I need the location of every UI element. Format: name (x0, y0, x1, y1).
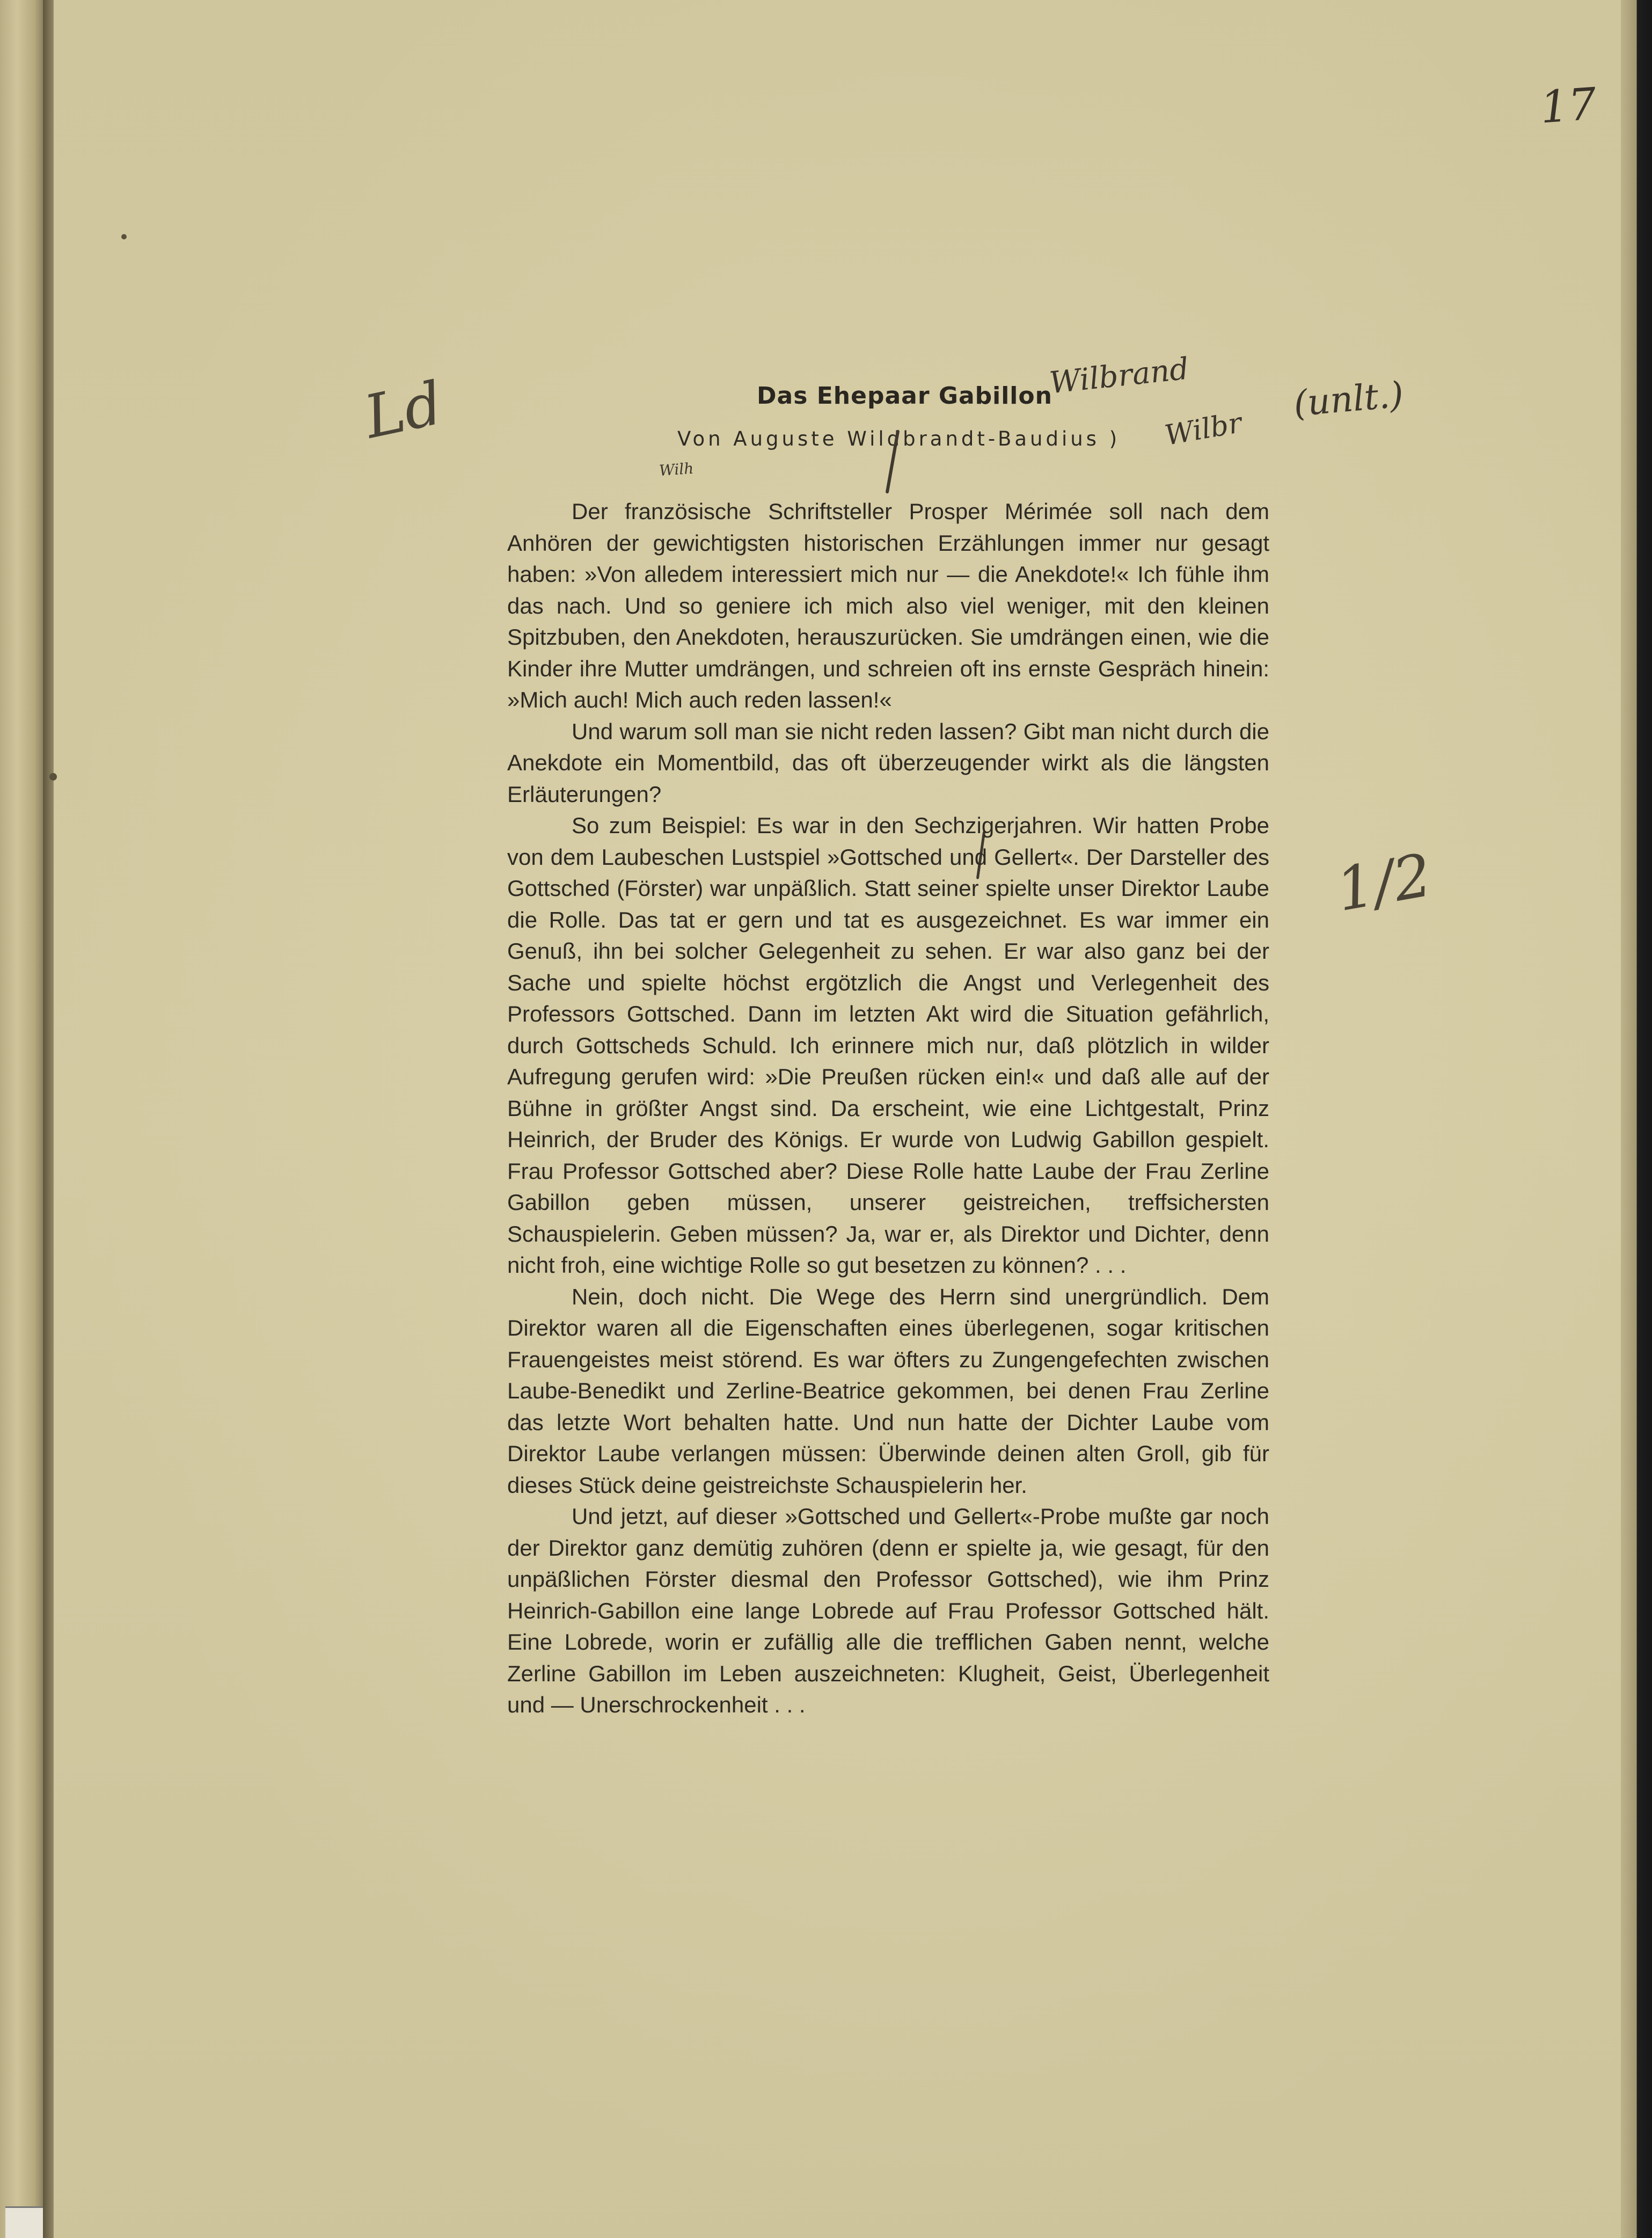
handwritten-title-note: Wilbrand (1048, 351, 1190, 401)
article-body (507, 496, 1269, 1721)
paragraph: Und jetzt, auf dieser »Gottsched und Gellert«-Probe mußte gar noch der Direktor ganz demütig zuhören (denn er spielte ja, wie gesagt, für den unpäßlichen Förster diesmal den Professor Gottsched), wie ihm Prinz Heinrich-Gabillon eine lange Lobrede auf Frau Professor Gottsched hält. Eine Lobrede, worin er zufällig alle die trefflichen Gaben nennt, welche Zerline Gabillon im Leben auszeichneten: Klugheit, Geist, Überlegenheit und — Unerschrockenheit . . . (507, 1504, 1269, 1717)
handwritten-margin-note-right: 1/2 (1331, 840, 1437, 925)
paper-speck (121, 234, 127, 239)
handwritten-margin-note-left: Ld (359, 368, 449, 452)
article-title: Das Ehepaar Gabillon (757, 382, 1052, 410)
article-byline: Von Auguste Wildbrandt-Baudius ) (677, 427, 1121, 450)
corner-label (5, 2206, 43, 2238)
handwritten-small-note: Wilh (658, 459, 695, 480)
handwritten-byline-note: Wilbr (1162, 406, 1245, 453)
binding-edge (0, 0, 43, 2238)
paragraph: So zum Beispiel: Es war in den Sechzigerjahren. Wir hatten Probe von dem Laubeschen Lustspiel »Gottsched und Gellert«. Der Darsteller des Gottsched (Förster) war unpäßlich. Statt seiner spielte unser Direktor Laube die Rolle. Das tat er gern und tat es ausgezeichnet. Es war immer ein Genuß, ihn bei solcher Gelegenheit zu sehen. Er war also ganz bei der Sache und spielte höchst ergötzlich die Angst und Verlegenheit des Professors Gottsched. Dann im letzten Akt wird die Situation gefährlich, durch Gottscheds Schuld. Ich erinnere mich nur, daß plötzlich in wilder Aufregung gerufen wird: »Die Preußen rücken ein!« und daß alle auf der Bühne in größter Angst sind. Da erscheint, wie eine Lichtgestalt, Prinz Heinrich, der Bruder des Königs. Er wurde von Ludwig Gabillon gespielt. Frau Professor Gottsched aber? Diese Rolle hatte Laube der Frau Zerline Gabillon geben müssen, unserer geistreichen, treffsichersten Schauspielerin. Geben müssen? Ja, war er, als Direktor und Dichter, denn nicht froh, eine wichtige Rolle so gut besetzen zu können? . . . (507, 813, 1269, 1278)
paragraph: Und warum soll man sie nicht reden lassen? Gibt man nicht durch die Anekdote ein Momentbild, das oft überzeugender wirkt als die längsten Erläuterungen? (507, 718, 1269, 807)
handwritten-paren-note: (unlt.) (1292, 374, 1406, 425)
folio-number: 17 (1538, 78, 1598, 134)
paragraph: Der französische Schriftsteller Prosper Mérimée soll nach dem Anhören der gewichtigsten historischen Erzählungen immer nur gesagt haben: »Von alledem interessiert mich nur — die Anekdote!« Ich fühle ihm das nach. Und so geniere ich mich also viel weniger, mit den kleinen Spitzbuben, den Anekdoten, herauszurücken. Sie umdrängen einen, wie die Kinder ihre Mutter umdrängen, und schreien oft ins ernste Gespräch hinein: »Mich auch! Mich auch reden lassen!« (507, 499, 1269, 712)
page-edge (1621, 0, 1652, 2238)
paragraph: Nein, doch nicht. Die Wege des Herrn sind unergründlich. Dem Direktor waren all die Eigenschaften eines überlegenen, sogar kritischen Frauengeistes meist störend. Es war öfters zu Zungengefechten zwischen Laube-Benedikt und Zerline-Beatrice gekommen, bei denen Frau Zerline das letzte Wort behalten hatte. Und nun hatte der Dichter Laube vom Direktor Laube verlangen müssen: Überwinde deinen alten Groll, gib für dieses Stück deine geistreichste Schauspielerin her. (507, 1284, 1269, 1498)
paper-speck (49, 773, 57, 781)
